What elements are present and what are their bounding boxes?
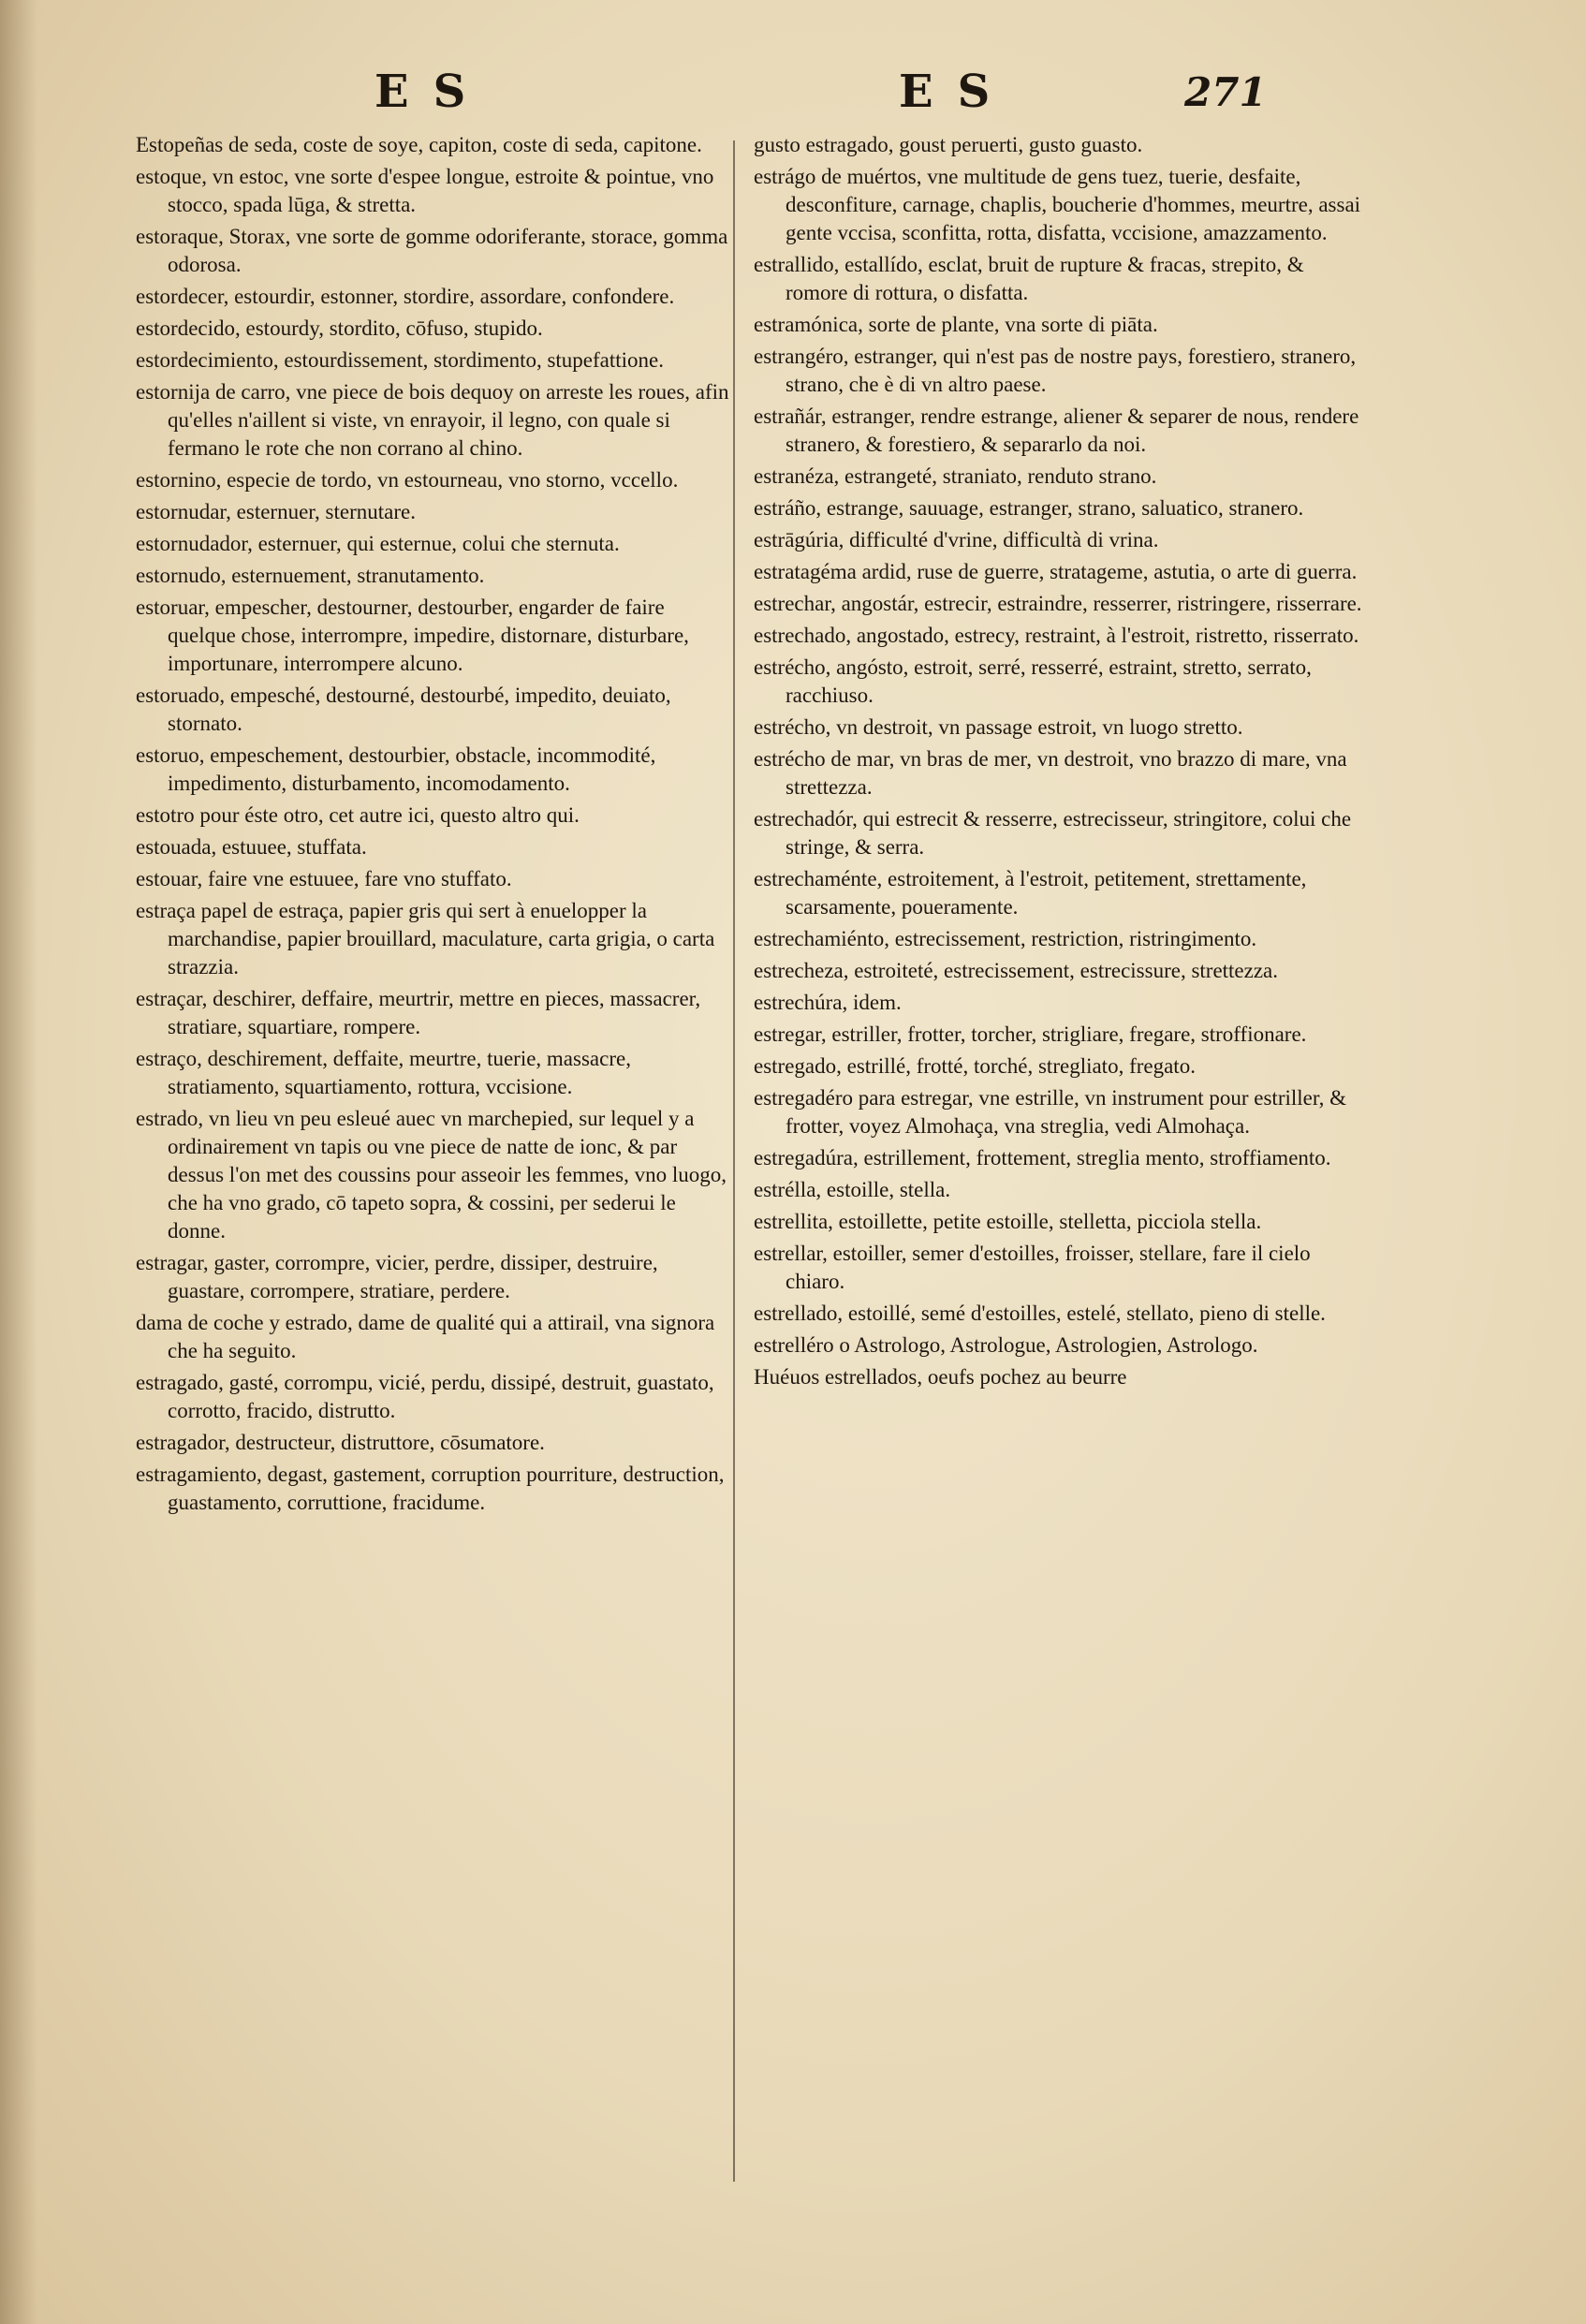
- dictionary-entry: estornija de carro, vne piece de bois dequoy on arreste les roues, afin qu'elles n'aillent si viste, vn enrayoir, il legno, con quale si fermano le rote che non corrano al chino.: [136, 380, 729, 460]
- dictionary-entry: Huéuos estrellados, oeufs pochez au beurre: [754, 1365, 1127, 1389]
- dictionary-entry: estrellado, estoillé, semé d'estoilles, estelé, stellato, pieno di stelle.: [754, 1302, 1326, 1325]
- dictionary-entry: estrallido, estallído, esclat, bruit de rupture & fracas, strepito, & romore di rottura, o disfatta.: [754, 253, 1304, 304]
- dictionary-entry: estrécho, vn destroit, vn passage estroit, vn luogo stretto.: [754, 715, 1243, 739]
- dictionary-entry: estrechúra, idem.: [754, 991, 902, 1014]
- dictionary-entry: estregadéro para estregar, vne estrille, vn instrument pour estriller, & frotter, voyez Almohaça, vna streglia, vedi Almohaça.: [754, 1086, 1346, 1138]
- dictionary-entry: estraçar, deschirer, deffaire, meurtrir, mettre en pieces, massacrer, stratiare, squartiare, rompere.: [136, 987, 701, 1038]
- dictionary-entry: estouada, estuuee, stuffata.: [136, 835, 367, 859]
- dictionary-entry: estratagéma ardid, ruse de guerre, stratageme, astutia, o arte di guerra.: [754, 560, 1358, 583]
- dictionary-entry: estregado, estrillé, frotté, torché, stregliato, fregato.: [754, 1054, 1196, 1078]
- dictionary-entry: estrellita, estoillette, petite estoille, stelletta, picciola stella.: [754, 1210, 1262, 1233]
- dictionary-entry: estregadúra, estrillement, frottement, streglia mento, stroffiamento.: [754, 1146, 1331, 1169]
- dictionary-entry: estouar, faire vne estuuee, fare vno stuffato.: [136, 867, 512, 890]
- dictionary-entry: estrechaménte, estroitement, à l'estroit, petitement, strettamente, scarsamente, poueramente.: [754, 867, 1307, 919]
- dictionary-entry: estragar, gaster, corrompre, vicier, perdre, dissiper, destruire, guastare, corrompere, stratiare, perdere.: [136, 1251, 658, 1302]
- dictionary-entry: estornino, especie de tordo, vn estourneau, vno storno, vccello.: [136, 468, 679, 492]
- dictionary-entry: estrechadór, qui estrecit & resserre, estrecisseur, stringitore, colui che stringe, & serra.: [754, 807, 1352, 859]
- dictionary-entry: estraça papel de estraça, papier gris qui sert à enuelopper la marchandise, papier brouillard, maculature, carta grigia, o carta strazzia.: [136, 899, 715, 978]
- dictionary-entry: estrechado, angostado, estrecy, restraint, à l'estroit, ristretto, risserrato.: [754, 624, 1359, 647]
- dictionary-entry: estrado, vn lieu vn peu esleué auec vn marchepied, sur lequel y a ordinairement vn tapis ou vne piece de natte de ionc, & par dessus l'on met des coussins pour asseoir les femmes, vno luogo, che ha vno grado, cō tapeto sopra, & cossini, per sederui le donne.: [136, 1107, 727, 1243]
- dictionary-entry: estrāgúria, difficulté d'vrine, difficultà di vrina.: [754, 528, 1159, 552]
- dictionary-entry: estragamiento, degast, gastement, corruption pourriture, destruction, guastamento, corruttione, fracidume.: [136, 1463, 725, 1514]
- dictionary-entry: estornudar, esternuer, sternutare.: [136, 500, 416, 523]
- dictionary-entry: estoruar, empescher, destourner, destourber, engarder de faire quelque chose, interrompre, impedire, distornare, disturbare, importunare, interrompere alcuno.: [136, 596, 689, 675]
- right-column: [754, 131, 1367, 2285]
- dictionary-entry: estrangéro, estranger, qui n'est pas de nostre pays, forestiero, stranero, strano, che è di vn altro paese.: [754, 345, 1357, 396]
- dictionary-entry: estoque, vn estoc, vne sorte d'espee longue, estroite & pointue, vno stocco, spada lūga, & stretta.: [136, 165, 714, 216]
- dictionary-entry: estornudador, esternuer, qui esternue, colui che sternuta.: [136, 532, 620, 555]
- dictionary-entry: gusto estragado, goust peruerti, gusto guasto.: [754, 133, 1143, 156]
- dictionary-entry: estordecer, estourdir, estonner, stordire, assordare, confondere.: [136, 285, 675, 308]
- dictionary-entry: estrécho, angósto, estroit, serré, resserré, estraint, stretto, serrato, racchiuso.: [754, 655, 1312, 707]
- page-header: [0, 56, 1586, 131]
- left-column: [136, 131, 730, 2285]
- dictionary-entry: dama de coche y estrado, dame de qualité qui a attirail, vna signora che ha seguito.: [136, 1311, 715, 1362]
- dictionary-entry: estoruado, empesché, destourné, destourbé, impedito, deuiato, stornato.: [136, 684, 671, 735]
- dictionary-entry: estoraque, Storax, vne sorte de gomme odoriferante, storace, gomma odorosa.: [136, 225, 728, 276]
- dictionary-entry: estrechamiénto, estrecissement, restriction, ristringimento.: [754, 927, 1257, 950]
- dictionary-entry: estrágo de muértos, vne multitude de gens tuez, tuerie, desfaite, desconfiture, carnage, chaplis, boucherie d'hommes, meurtre, assai gente vccisa, sconfitta, rotta, disfatta, vccisione, amazzamento.: [754, 165, 1361, 244]
- dictionary-entry: estordecimiento, estourdissement, stordimento, stupefattione.: [136, 348, 665, 372]
- dictionary-entry: estoruo, empeschement, destourbier, obstacle, incommodité, impedimento, disturbamento, incomodamento.: [136, 743, 656, 795]
- dictionary-entry: estrecheza, estroiteté, estrecissement, estrecissure, strettezza.: [754, 959, 1279, 982]
- running-head-right: ES: [899, 66, 1015, 118]
- dictionary-entry: estrélla, estoille, stella.: [754, 1178, 951, 1201]
- dictionary-entry: estragado, gasté, corrompu, vicié, perdu, dissipé, destruit, guastato, corrotto, fracido, distrutto.: [136, 1371, 714, 1422]
- dictionary-entry: estranéza, estrangeté, straniato, renduto strano.: [754, 464, 1157, 488]
- dictionary-entry: estragador, destructeur, distruttore, cōsumatore.: [136, 1431, 545, 1454]
- dictionary-entry: estrelléro o Astrologo, Astrologue, Astrologien, Astrologo.: [754, 1333, 1258, 1357]
- dictionary-entry: estraço, deschirement, deffaite, meurtre, tuerie, massacre, stratiamento, squartiamento, rottura, vccisione.: [136, 1047, 631, 1098]
- dictionary-entry: estrañár, estranger, rendre estrange, aliener & separer de nous, rendere stranero, & forestiero, & separarlo da noi.: [754, 404, 1359, 456]
- dictionary-entry: estrellar, estoiller, semer d'estoilles, froisser, stellare, fare il cielo chiaro.: [754, 1242, 1311, 1293]
- page-number: 271: [1184, 69, 1267, 115]
- dictionary-entry: estordecido, estourdy, stordito, cōfuso, stupido.: [136, 316, 543, 340]
- dictionary-entry: Estopeñas de seda, coste de soye, capiton, coste di seda, capitone.: [136, 133, 702, 156]
- dictionary-entry: estregar, estriller, frotter, torcher, strigliare, fregare, stroffionare.: [754, 1022, 1307, 1046]
- running-head-left: ES: [374, 66, 491, 118]
- dictionary-entry: estramónica, sorte de plante, vna sorte di piāta.: [754, 313, 1158, 336]
- dictionary-entry: estráño, estrange, sauuage, estranger, strano, saluatico, stranero.: [754, 496, 1304, 520]
- dictionary-entry: estotro pour éste otro, cet autre ici, questo altro qui.: [136, 803, 580, 827]
- dictionary-entry: estrécho de mar, vn bras de mer, vn destroit, vno brazzo di mare, vna strettezza.: [754, 747, 1347, 799]
- column-rule: [733, 140, 735, 2182]
- dictionary-entry: estornudo, esternuement, stranutamento.: [136, 564, 485, 587]
- dictionary-entry: estrechar, angostár, estrecir, estraindre, resserrer, ristringere, risserrare.: [754, 592, 1362, 615]
- binding-shadow: [0, 0, 37, 2324]
